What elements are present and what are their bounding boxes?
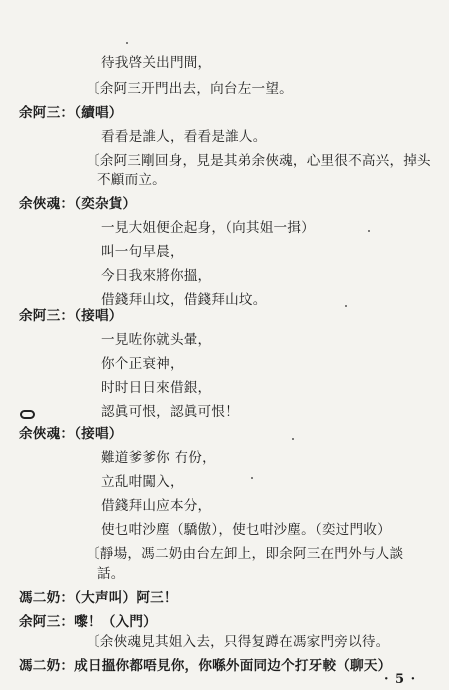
paper-speck (292, 438, 294, 440)
speaker-cue: 余俠魂：（接唱） (19, 426, 123, 442)
paper-speck (345, 305, 347, 307)
speaker-line: 馮二奶：成日搵你都唔見你，你喺外面同边个打牙較（聊天） (19, 658, 392, 674)
lyric-line: 时时日日來借銀， (101, 380, 212, 396)
paper-speck (251, 477, 253, 479)
lyric-line: 立乱咁闖入， (101, 474, 184, 490)
lyric-line: 借錢拜山坟，借錢拜山坟。 (101, 292, 267, 308)
paper-speck (126, 42, 128, 44)
speaker-cue: 余阿三：（續唱） (19, 105, 123, 121)
page-number: · 5 · (384, 672, 417, 687)
lyric-line: 使乜咁沙塵（驕傲），使乜咁沙塵。（奕过門收） (101, 522, 391, 538)
lyric-line: 你个正衰神， (101, 356, 184, 372)
lyric-line: 看看是誰人，看看是誰人。 (101, 129, 267, 145)
stage-direction: 〔余阿三开門出去，向台左一望。 (86, 81, 293, 97)
stage-direction: 〔余阿三剛回身，見是其弟余俠魂，心里很不高兴，掉头 (86, 153, 431, 169)
speaker-cue: 余俠魂：（奕杂貨） (19, 196, 137, 212)
stage-direction: 〔余俠魂見其姐入去，只得复蹲在馮家門旁以待。 (86, 634, 390, 650)
lyric-line: 今日我來將你搵， (101, 268, 212, 284)
stage-direction-continued: 不顧而立。 (97, 172, 166, 188)
lyric-line: 一見大姐便企起身，（向其姐一揖） (101, 220, 315, 236)
stage-direction-continued: 話。 (97, 566, 125, 582)
lyric-line: 借錢拜山应本分， (101, 498, 212, 514)
speaker-line: 余阿三：嚟！（入門） (19, 614, 157, 630)
stage-direction: 〔靜場，馮二奶由台左卸上，即余阿三在門外与人談 (86, 546, 404, 562)
lyric-line: 待我啓关出門間， (101, 55, 212, 71)
lyric-line: 一見咗你就头暈， (101, 332, 212, 348)
ink-blot-mark (20, 410, 35, 419)
paper-speck (368, 230, 370, 232)
lyric-line: 難道爹爹你 冇份， (101, 450, 216, 466)
speaker-cue: 余阿三：（接唱） (19, 308, 123, 324)
lyric-line: 認眞可恨，認眞可恨！ (101, 404, 239, 420)
lyric-line: 叫一句早晨， (101, 244, 184, 260)
speaker-line: 馮二奶：（大声叫）阿三！ (19, 590, 178, 606)
